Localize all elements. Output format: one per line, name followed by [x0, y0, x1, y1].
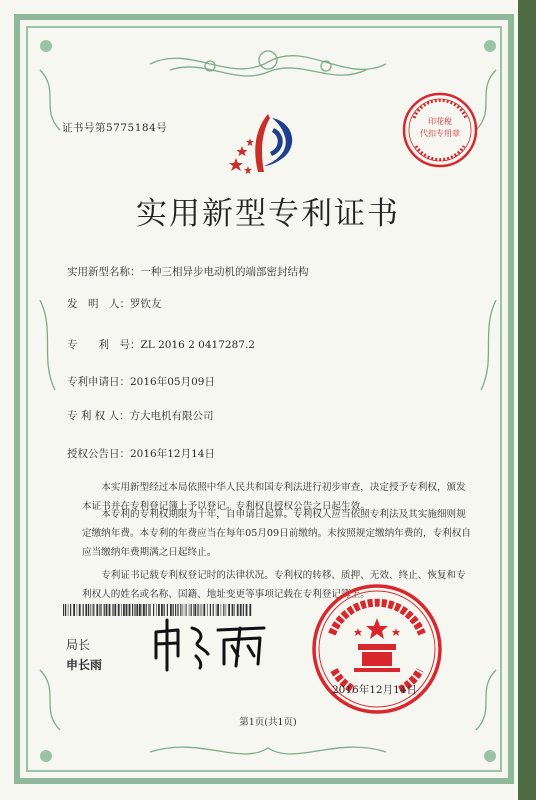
- inventor-value: 罗钦友: [130, 298, 162, 310]
- inventor-label: 发 明 人：: [67, 298, 130, 310]
- inventor-row: [67, 296, 162, 311]
- application-date-value: 2016年05月09日: [130, 376, 215, 388]
- certificate-title: 实用新型专利证书: [136, 196, 400, 232]
- svg-text:印花税: 印花税: [428, 117, 452, 126]
- utility-model-name-value: 一种三相异步电动机的端部密封结构: [140, 266, 309, 278]
- svg-text:代扣专用章: 代扣专用章: [420, 129, 460, 138]
- patent-number-value: ZL 2016 2 0417287.2: [140, 339, 255, 351]
- patent-number-row: [67, 337, 255, 352]
- utility-model-name-row: [67, 264, 309, 279]
- cnipa-logo-icon: [228, 108, 308, 180]
- chief-name: 申长雨: [66, 658, 103, 672]
- term-paragraph: 本专利的专利权期限为十年，自申请日起算。专利权人应当依照专利法及其实施细则规定缴纳年费。本专利的年费应当在每年05月09日前缴纳。未按照规定缴纳年费的，专利权自应当缴纳年费期满之日起终止。: [82, 509, 471, 558]
- application-date-label: 专利申请日：: [67, 376, 130, 388]
- seal-date: 2016年12月14日: [332, 684, 417, 696]
- tax-stamp-seal: [400, 90, 480, 170]
- grant-date-label: 授权公告日：: [67, 448, 130, 460]
- grant-paragraph: 本实用新型经过本局依照中华人民共和国专利法进行初步审查，决定授予专利权，颁发本证书并在专利登记簿上予以登记。专利权自授权公告之日起生效。: [82, 482, 466, 512]
- legal-status-paragraph: 专利证书记载专利权登记时的法律状况。专利权的转移、质押、无效、终止、恢复和专利权人的姓名或名称、国籍、地址变更等事项记载在专利登记簿上。: [82, 570, 466, 600]
- grant-date-row: [67, 446, 215, 461]
- certificate-number: 证书号第5775184号: [62, 122, 168, 134]
- application-date-row: [67, 374, 215, 389]
- patentee-value: 方大电机有限公司: [129, 410, 214, 422]
- page-number: 第1页(共1页): [239, 717, 297, 728]
- chief-title: 局长: [66, 638, 91, 652]
- patentee-row: [67, 408, 214, 423]
- patentee-label: 专 利 权 人：: [67, 410, 130, 422]
- chief-signature: [148, 614, 278, 674]
- patent-number-label: 专 利 号：: [67, 339, 141, 351]
- grant-date-value: 2016年12月14日: [130, 448, 215, 460]
- utility-model-name-label: 实用新型名称：: [67, 266, 141, 278]
